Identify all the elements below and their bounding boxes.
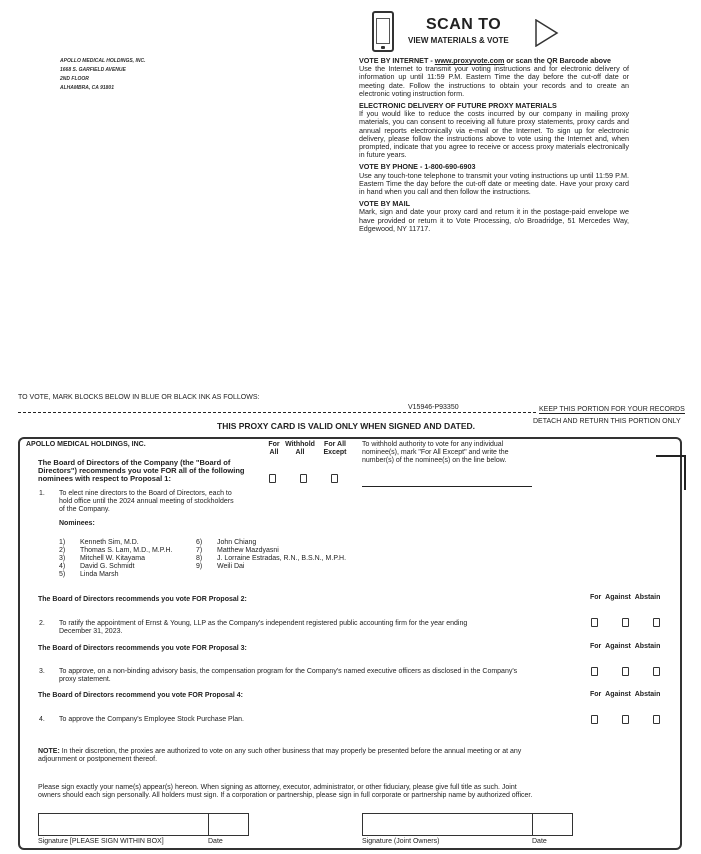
checkbox-p2-abstain[interactable]	[653, 618, 660, 627]
p1-intro-line: The Board of Directors of the Company (the "Board of	[38, 458, 231, 467]
p4-number: 4.	[39, 716, 45, 723]
nominees-label: Nominees:	[59, 520, 95, 527]
date-box[interactable]	[208, 813, 249, 836]
p4-heading: The Board of Directors recommend you vote FOR Proposal 4:	[38, 692, 243, 699]
p1-text: To elect nine directors to the Board of Directors, each to hold office until the 2024 annual meeting of stockholders of the Company.	[59, 490, 234, 513]
col-for-all-except: For All Except	[323, 441, 347, 456]
internet-body: Use the Internet to transmit your voting instructions and for electronic delivery of information up until 11:59 P.M. Eastern Time the day before the cut-off date or meeting date. Follow the instructions to obtain your records and to create an electronic voting instruction form.	[359, 64, 629, 98]
p3-col-headers: For Against Abstain	[590, 643, 661, 650]
nominee: 9) Weili Dai	[196, 563, 245, 570]
detach-line	[18, 412, 536, 413]
mail-heading: VOTE BY MAIL	[359, 199, 410, 209]
scan-subtitle: VIEW MATERIALS & VOTE	[408, 36, 509, 45]
p3-heading: The Board of Directors recommends you vote FOR Proposal 3:	[38, 645, 247, 652]
p2-number: 2.	[39, 620, 45, 627]
checkbox-p3-against[interactable]	[622, 667, 629, 676]
registration-mark	[656, 455, 686, 490]
voting-instructions	[359, 57, 629, 237]
return-address	[60, 57, 145, 93]
detach-return-label: DETACH AND RETURN THIS PORTION ONLY	[533, 418, 681, 425]
address-line: ALHAMBRA, CA 91801	[60, 85, 114, 91]
joint-date-box[interactable]	[532, 813, 573, 836]
checkbox-p4-abstain[interactable]	[653, 715, 660, 724]
joint-date-label: Date	[532, 838, 547, 845]
checkbox-for-all[interactable]	[269, 474, 276, 483]
note-text: NOTE: In their discretion, the proxies are authorized to vote on any such other business that may properly be presented before the annual meeting or at any adjournment or postponement thereof.	[38, 748, 522, 763]
nominee: 2) Thomas S. Lam, M.D., M.P.H.	[59, 547, 173, 554]
address-line: 2ND FLOOR	[60, 76, 89, 82]
scan-title: SCAN TO	[426, 16, 502, 33]
keep-portion-label: KEEP THIS PORTION FOR YOUR RECORDS	[539, 406, 685, 413]
except-nominee-line[interactable]	[362, 486, 532, 487]
p1-number: 1.	[39, 490, 45, 497]
proxyvote-link[interactable]: www.proxyvote.com	[434, 56, 505, 65]
p3-text: To approve, on a non-binding advisory basis, the compensation program for the Company's named executive officers as disclosed in the Company's proxy statement.	[59, 668, 518, 683]
checkbox-p3-abstain[interactable]	[653, 667, 660, 676]
address-line: 1668 S. GARFIELD AVENUE	[60, 67, 126, 73]
address-line: APOLLO MEDICAL HOLDINGS, INC.	[60, 58, 146, 64]
nominee-list-left	[59, 539, 172, 579]
control-number: V15946-P93350	[408, 404, 459, 411]
internet-heading: VOTE BY INTERNET - www.proxyvote.com or scan the QR Barcode above	[359, 56, 612, 65]
checkbox-p4-for[interactable]	[591, 715, 598, 724]
joint-signature-box[interactable]	[362, 813, 533, 836]
p1-intro-line: nominees with respect to Proposal 1:	[38, 474, 171, 483]
mail-body: Mark, sign and date your proxy card and return it in the postage-paid envelope we have provided or return it to Vote Processing, c/o Broadridge, 51 Mercedes Way, Edgewood, NY 11717.	[359, 207, 629, 233]
valid-notice: THIS PROXY CARD IS VALID ONLY WHEN SIGNED AND DATED.	[217, 421, 476, 431]
scan-header	[372, 11, 572, 55]
phone-body: Use any touch-tone telephone to transmit your voting instructions up until 11:59 P.M. Eastern Time the day before the cut-off date or meeting date. Have your proxy card in hand when you call and then follow the instructions.	[359, 170, 629, 197]
col-withhold-all: Withhold All	[285, 441, 315, 456]
p3-number: 3.	[39, 668, 45, 675]
checkbox-withhold-all[interactable]	[300, 474, 307, 483]
checkbox-p3-for[interactable]	[591, 667, 598, 676]
col-for-all: For All	[268, 441, 280, 456]
nominee: 6) John Chiang	[196, 539, 257, 546]
nominee: 3) Mitchell W. Kitayama	[59, 555, 145, 562]
phone-icon	[372, 11, 394, 52]
joint-signature-label: Signature (Joint Owners)	[362, 838, 440, 845]
p4-text: To approve the Company's Employee Stock Purchase Plan.	[59, 716, 244, 723]
nominee: 7) Matthew Mazdyasni	[196, 547, 279, 554]
checkbox-p4-against[interactable]	[622, 715, 629, 724]
checkbox-p2-against[interactable]	[622, 618, 629, 627]
nominee: 4) David G. Schmidt	[59, 563, 135, 570]
nominee: 5) Linda Marsh	[59, 571, 119, 578]
p2-text: To ratify the appointment of Ernst & Young, LLP as the Company's independent registered public accounting firm for the year ending December 31, 2023.	[59, 620, 468, 635]
checkbox-p2-for[interactable]	[591, 618, 598, 627]
nominee: 1) Kenneth Sim, M.D.	[59, 539, 139, 546]
to-vote-instruction: TO VOTE, MARK BLOCKS BELOW IN BLUE OR BLACK INK AS FOLLOWS:	[18, 394, 260, 401]
withhold-instruction: To withhold authority to vote for any individual nominee(s), mark "For All Except" and write the number(s) of the nominee(s) on the line below.	[362, 441, 509, 464]
play-arrow-icon	[535, 19, 559, 47]
p2-col-headers: For Against Abstain	[590, 594, 661, 601]
edelivery-heading: ELECTRONIC DELIVERY OF FUTURE PROXY MATERIALS	[359, 101, 557, 111]
phone-heading: VOTE BY PHONE - 1-800-690-6903	[359, 162, 476, 172]
nominee-list-right	[196, 539, 346, 571]
company-name: APOLLO MEDICAL HOLDINGS, INC.	[26, 441, 146, 448]
p4-col-headers: For Against Abstain	[590, 691, 661, 698]
edelivery-body: If you would like to reduce the costs incurred by our company in mailing proxy materials, you can consent to receiving all future proxy statements, proxy cards and annual reports electronically via e-mail or the Internet. To sign up for electronic delivery, please follow the instructions above to vote using the Internet and, when prompted, indicate that you agree to receive or access proxy materials electronically in future years.	[359, 109, 629, 160]
signature-label: Signature [PLEASE SIGN WITHIN BOX]	[38, 838, 164, 845]
p2-heading: The Board of Directors recommends you vote FOR Proposal 2:	[38, 596, 247, 603]
signature-box[interactable]	[38, 813, 209, 836]
date-label: Date	[208, 838, 223, 845]
nominee: 8) J. Lorraine Estradas, R.N., B.S.N., M.P.H.	[196, 555, 347, 562]
checkbox-for-all-except[interactable]	[331, 474, 338, 483]
p1-intro-line: Directors") recommends you vote FOR all of the following	[38, 466, 245, 475]
signing-instructions: Please sign exactly your name(s) appear(s) hereon. When signing as attorney, executor, administrator, or other fiduciary, please give full title as such. Joint owners should each sign personally. All holders must sign. If a corporation or partnership, please sign in full corporate or partnership name by authorized officer.	[38, 784, 533, 799]
